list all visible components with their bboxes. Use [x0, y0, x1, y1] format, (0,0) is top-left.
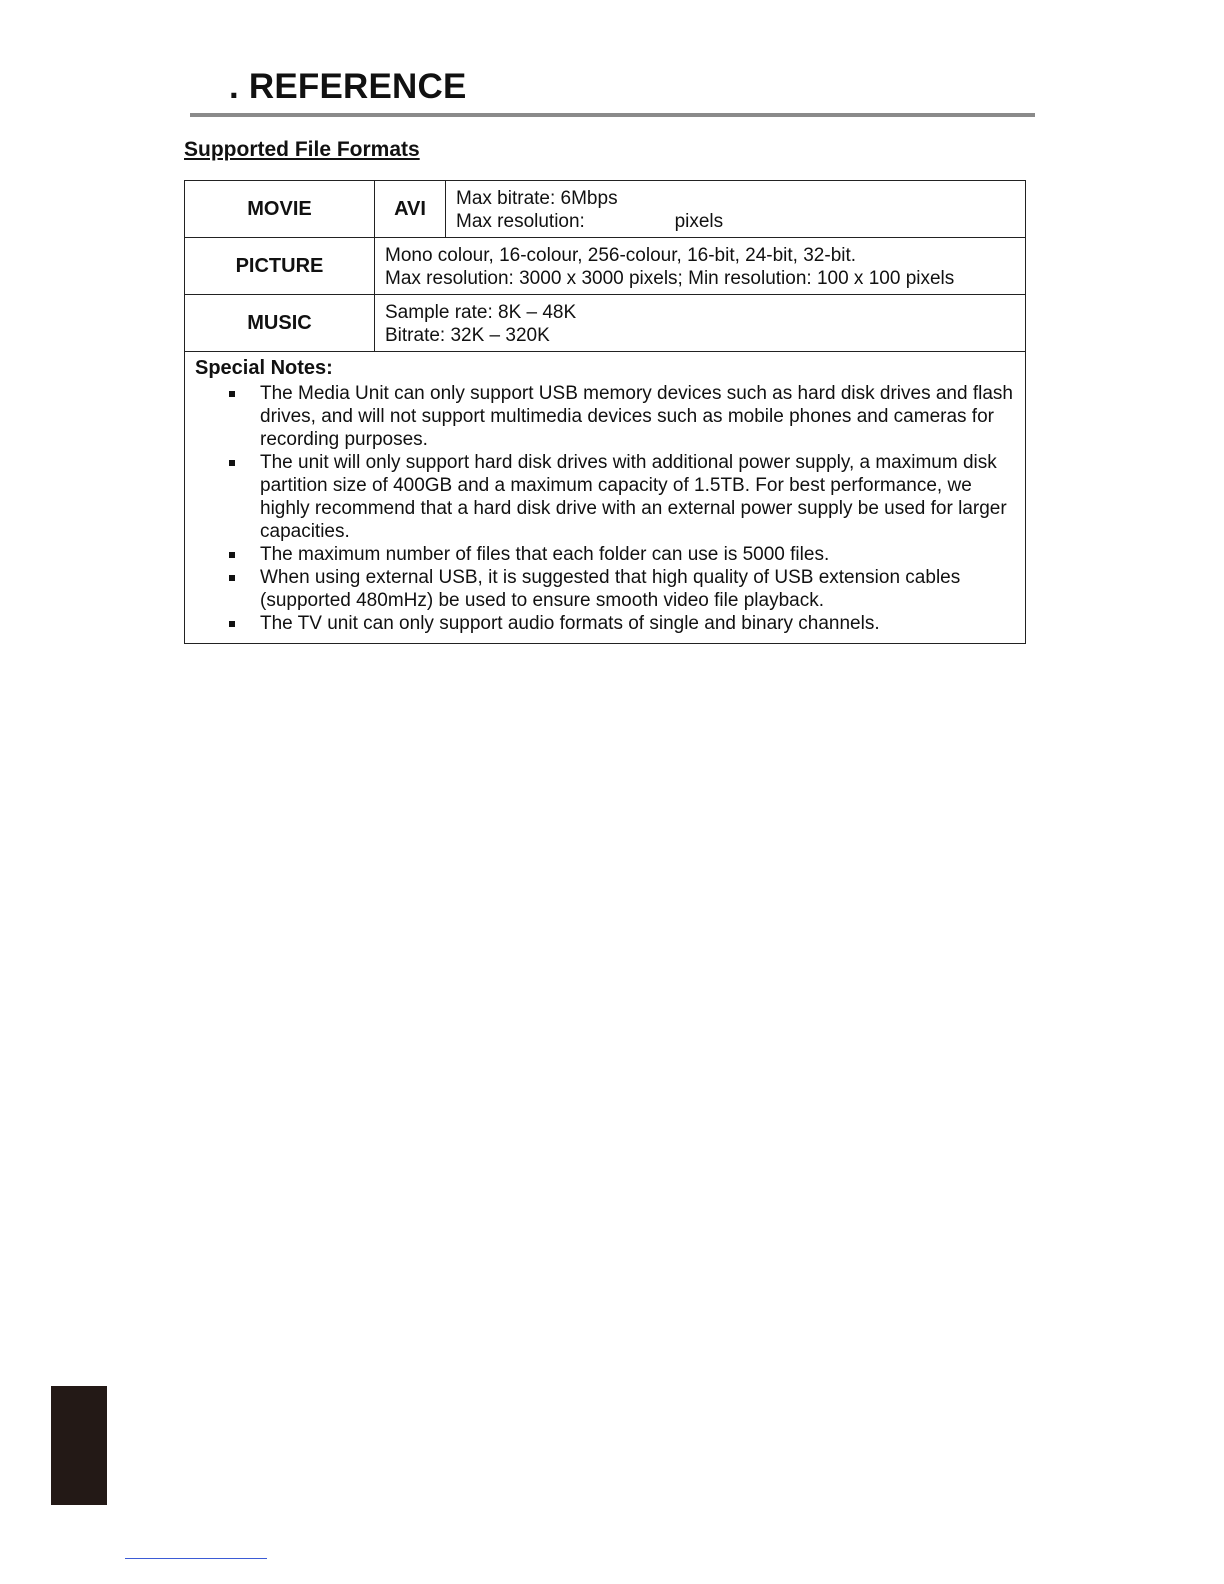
square-bullet-icon: [229, 621, 235, 627]
supported-formats-table: [184, 180, 1026, 644]
square-bullet-icon: [229, 391, 235, 397]
subsection-title: Supported File Formats: [184, 138, 420, 161]
note-text: The Media Unit can only support USB memory devices such as hard disk drives and flash drives, and will not support multimedia devices such as mobile phones and cameras for recording purposes.: [260, 383, 1013, 450]
category-cell-music: MUSIC: [185, 295, 375, 352]
codec-cell-avi: AVI: [375, 181, 446, 238]
list-item: [260, 612, 1015, 635]
list-item: [260, 451, 1015, 543]
special-notes-cell: [185, 352, 1026, 644]
category-cell-picture: PICTURE: [185, 238, 375, 295]
footer-link-underline: [125, 1558, 267, 1559]
note-text: When using external USB, it is suggested that high quality of USB extension cables (supported 480mHz) be used to ensure smooth video file playback.: [260, 567, 961, 611]
movie-resolution: Max resolution: pixels: [456, 211, 724, 232]
picture-details: [375, 238, 1026, 295]
list-item: [260, 543, 1015, 566]
note-text: The maximum number of files that each folder can use is 5000 files.: [260, 544, 830, 565]
special-notes-title: Special Notes:: [195, 357, 333, 379]
heading-divider: [190, 113, 1035, 117]
special-notes-list: [195, 382, 1015, 635]
music-sample-rate: Sample rate: 8K – 48K: [385, 302, 577, 323]
picture-resolution: Max resolution: 3000 x 3000 pixels; Min resolution: 100 x 100 pixels: [385, 268, 955, 289]
table-row-movie: [185, 181, 1026, 238]
table-row-special-notes: [185, 352, 1026, 644]
page-side-tab: [51, 1386, 107, 1505]
list-item: [260, 382, 1015, 451]
category-cell-movie: MOVIE: [185, 181, 375, 238]
music-bitrate: Bitrate: 32K – 320K: [385, 325, 550, 346]
movie-bitrate: Max bitrate: 6Mbps: [456, 188, 618, 209]
list-item: [260, 566, 1015, 612]
section-heading: . REFERENCE: [229, 67, 467, 106]
table-row-music: [185, 295, 1026, 352]
music-details: [375, 295, 1026, 352]
picture-colour-depths: Mono colour, 16-colour, 256-colour, 16-bit, 24-bit, 32-bit.: [385, 245, 857, 266]
movie-details: [446, 181, 1026, 238]
square-bullet-icon: [229, 552, 235, 558]
square-bullet-icon: [229, 575, 235, 581]
square-bullet-icon: [229, 460, 235, 466]
table-row-picture: [185, 238, 1026, 295]
note-text: The unit will only support hard disk drives with additional power supply, a maximum disk partition size of 400GB and a maximum capacity of 1.5TB. For best performance, we highly recommend that a hard disk drive with an external power supply be used for larger capacities.: [260, 452, 1007, 542]
note-text: The TV unit can only support audio formats of single and binary channels.: [260, 613, 880, 634]
